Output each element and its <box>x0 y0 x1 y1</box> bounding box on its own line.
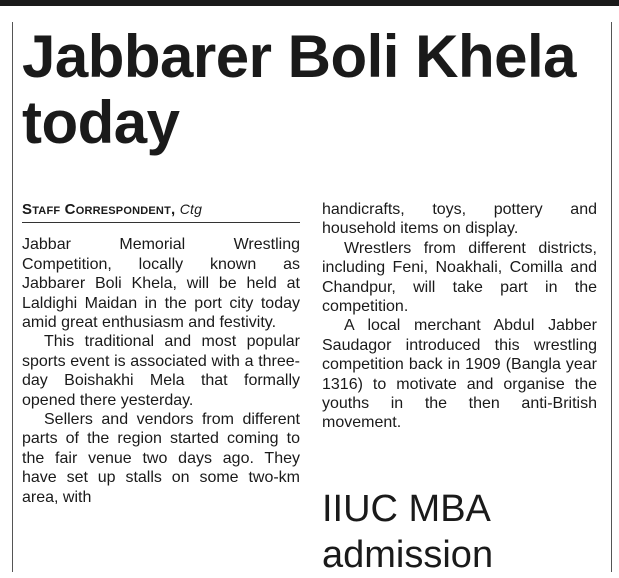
paragraph: handicrafts, toys, pottery and household items on display. <box>322 201 597 238</box>
paragraph: This traditional and most popular sports event is associated with a three-day Boishakhi Mela that formally opened there yesterday. <box>22 333 300 409</box>
next-article-headline: IIUC MBA admission <box>322 488 494 576</box>
byline-rule <box>22 222 300 223</box>
article-column-1 <box>22 200 300 507</box>
paragraph: A local merchant Abdul Jabber Saudagor introduced this wrestling competition back in 1909 (Bangla year 1316) to motivate and organise the youths in the then anti-British movement. <box>322 317 597 432</box>
paragraph: Wrestlers from different districts, including Feni, Noakhali, Comilla and Chandpur, will take part in the competition. <box>322 239 597 316</box>
column-rule-left <box>12 22 13 572</box>
byline <box>22 200 300 219</box>
top-rule <box>0 0 619 6</box>
paragraph: Jabbar Memorial Wrestling Competition, locally known as Jabbarer Boli Khela, will be held at Laldighi Maidan in the port city today amid great enthusiasm and festivity. <box>22 236 300 332</box>
byline-label: Staff Correspondent, <box>22 201 176 218</box>
article-headline: Jabbarer Boli Khela today <box>22 23 577 156</box>
byline-place: Ctg <box>179 201 203 217</box>
paragraph: Sellers and vendors from different parts of the region started coming to the fair venue two days ago. They have set up stalls on some two-km area, with <box>22 411 300 506</box>
article-column-2 <box>322 200 597 433</box>
